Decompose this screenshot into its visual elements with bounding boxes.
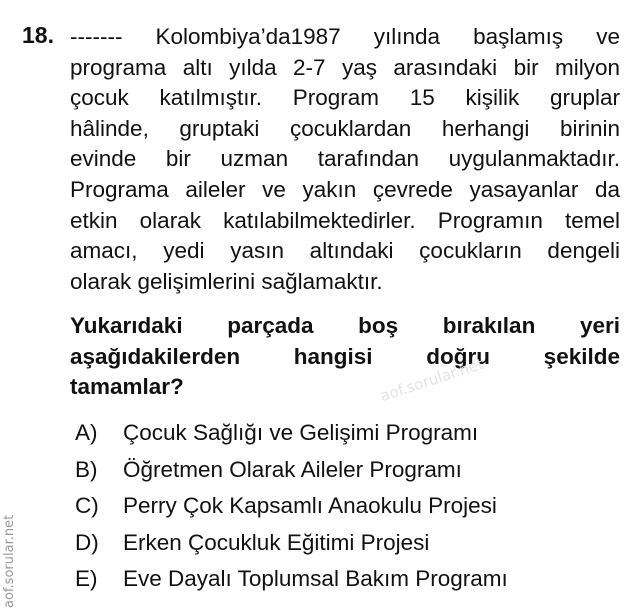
watermark-side: aof.sorular.net: [2, 514, 17, 608]
option-d[interactable]: [75, 530, 615, 567]
option-letter: B): [75, 456, 98, 482]
prompt-line: tamamlar?: [70, 374, 184, 400]
option-text: Erken Çocukluk Eğitimi Projesi: [123, 529, 430, 555]
option-letter: A): [75, 420, 98, 445]
question-number: 18.: [22, 22, 54, 48]
passage-line: programa altı yılda 2-7 yaş arasındaki bir milyon: [70, 54, 620, 80]
option-letter: C): [75, 493, 99, 519]
option-letter: E): [75, 566, 98, 592]
passage-line: Programa aileler ve yakın çevrede yasayanlar da: [70, 176, 620, 202]
passage-line: amacı, yedi yasın altındaki çocukların dengeli: [70, 238, 620, 264]
prompt-line: Yukarıdaki parçada boş bırakılan yeri: [70, 313, 620, 338]
option-b[interactable]: [75, 457, 615, 494]
passage-line: hâlinde, gruptaki çocuklardan herhangi birinin: [70, 115, 620, 141]
passage-line: ------- Kolombiya’da1987 yılında başlamış ve: [70, 24, 620, 49]
option-letter: D): [75, 529, 99, 555]
option-text: Öğretmen Olarak Aileler Programı: [123, 456, 462, 482]
question-passage: [70, 22, 620, 297]
prompt-line: aşağıdakilerden hangisi doğru şekilde: [70, 343, 620, 369]
option-text: Perry Çok Kapsamlı Anaokulu Projesi: [123, 493, 497, 519]
option-e[interactable]: [75, 566, 615, 603]
passage-line: çocuk katılmıştır. Program 15 kişilik gruplar: [70, 85, 620, 111]
option-a[interactable]: [75, 420, 615, 457]
option-text: Eve Dayalı Toplumsal Bakım Programı: [123, 566, 508, 592]
watermark-center: aof.sorular.net: [378, 354, 486, 406]
option-c[interactable]: [75, 493, 615, 530]
question-prompt: [70, 311, 620, 406]
option-text: Çocuk Sağlığı ve Gelişimi Programı: [123, 420, 479, 445]
answer-options: [75, 420, 615, 603]
passage-line: olarak gelişimlerini sağlamaktır.: [70, 268, 383, 294]
passage-line: evinde bir uzman tarafından uygulanmaktadır.: [70, 146, 620, 172]
passage-line: etkin olarak katılabilmektedirler. Programın temel: [70, 207, 620, 233]
